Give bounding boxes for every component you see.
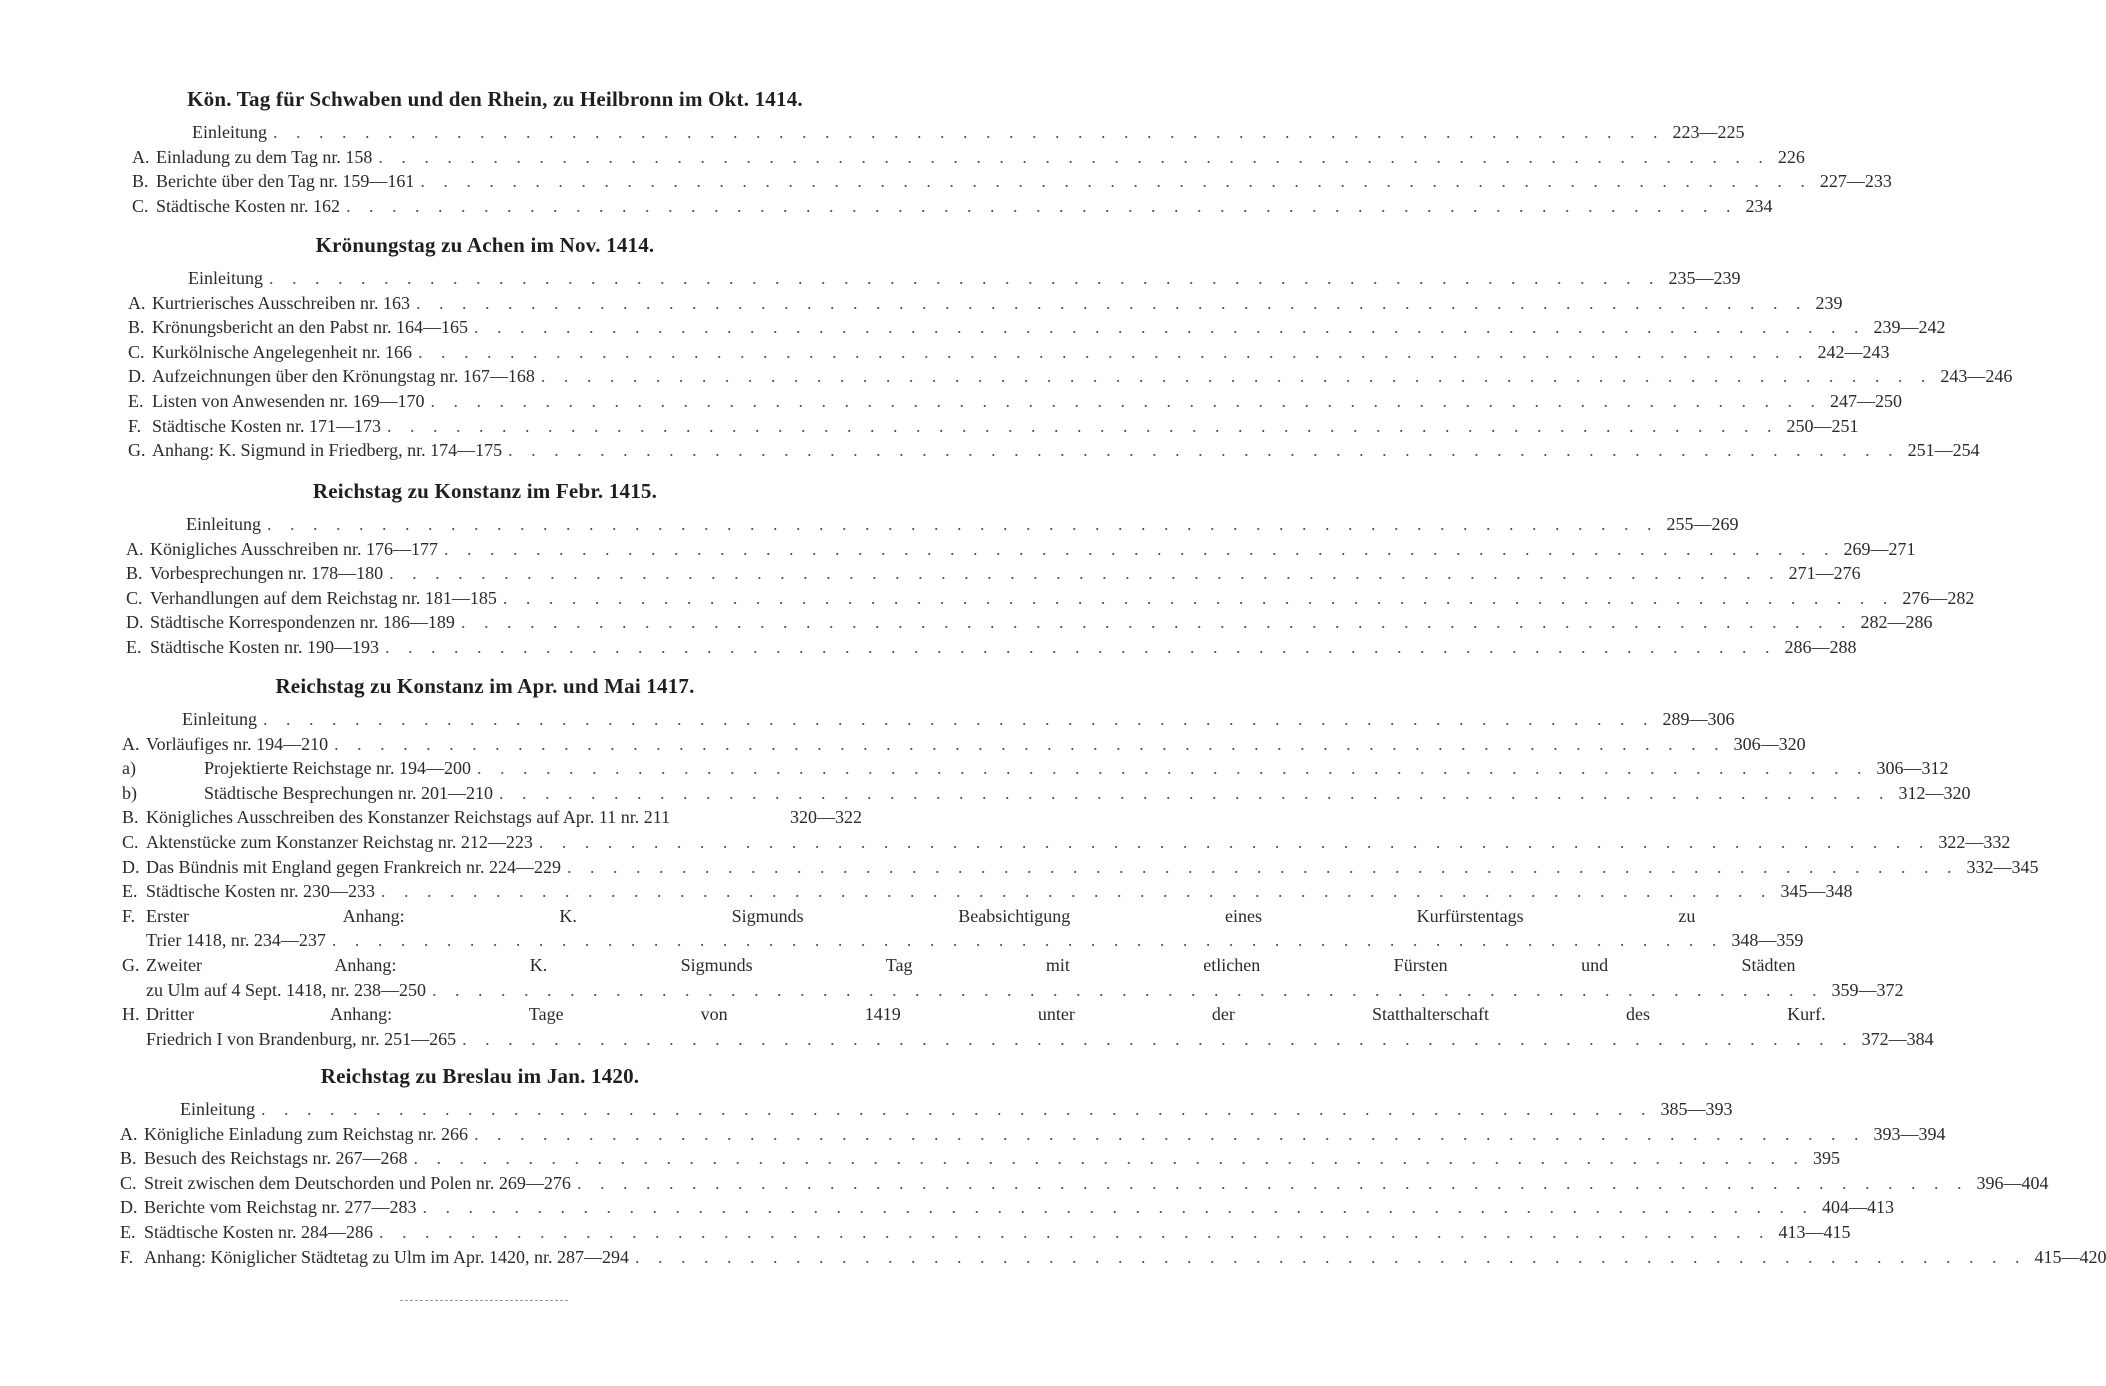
entry-letter: E. [120,1221,136,1242]
toc-entry [128,364,2013,389]
entry-text: zu Ulm auf 4 Sept. 1418, nr. 238—250 [146,979,426,1000]
toc-entry [128,389,1902,414]
dot-leader: . . . . . . . . . . . . . . . . . . . . . . . . . . . . . . . . . . . . . . . . . . . . . . . . . . . . . . . . . . . . . [508,440,1900,461]
dot-leader: . . . . . . . . . . . . . . . . . . . . . . . . . . . . . . . . . . . . . . . . . . . . . . . . . . . . . . . . . . . . . [386,415,1779,436]
toc-entry [122,1002,1934,1051]
page-range: 239 [1815,292,1843,313]
page-range: 372—384 [1861,1028,1934,1049]
toc-entry [122,732,1806,757]
entry-letter: A. [128,292,146,313]
page-range: 226 [1777,146,1805,167]
page-range: 396—404 [1976,1172,2049,1193]
page-range: 269—271 [1843,538,1916,559]
entry-list [128,266,2013,463]
page-range: 251—254 [1907,440,1980,461]
toc-entry [120,1195,1894,1220]
entry-letter: B. [132,171,149,192]
dot-leader: . . . . . . . . . . . . . . . . . . . . . . . . . . . . . . . . . . . . . . . . . . . . . . . . . . . . . . . . . . . . . [389,563,1781,584]
entry-text: Listen von Anwesenden nr. 169—170 [152,390,425,411]
toc-entry [122,953,1904,1002]
entry-letter: F. [128,415,142,436]
entry-list [120,1097,2106,1269]
entry-letter: C. [122,831,139,852]
entry-list [122,707,2039,1051]
dot-leader: . . . . . . . . . . . . . . . . . . . . . . . . . . . . . . . . . . . . . . . . . . . . . . . . . . . . . . . . . . . . . [345,195,1738,216]
section-title: Reichstag zu Konstanz im Apr. und Mai 1417. [275,674,695,698]
page-range: 312—320 [1898,782,1971,803]
dot-leader: . . . . . . . . . . . . . . . . . . . . . . . . . . . . . . . . . . . . . . . . . . . . . . . . . . . . . . . . . . . . . [538,831,1931,852]
toc-entry [120,1122,1946,1147]
entry-letter: C. [128,341,145,362]
dot-leader: . . . . . . . . . . . . . . . . . . . . . . . . . . . . . . . . . . . . . . . . . . . . . . . . . . . . . . . . . . . . . [430,390,1822,411]
dot-leader: . . . . . . . . . . . . . . . . . . . . . . . . . . . . . . . . . . . . . . . . . . . . . . . . . . . . . . . . . . . . . [576,1172,1969,1193]
entry-letter: B. [126,563,143,584]
page-range: 306—320 [1733,733,1806,754]
entry-text: Aktenstücke zum Konstanzer Reichstag nr. 212—223 [146,831,533,852]
entry-text: Einleitung [188,268,263,288]
entry-letter: D. [120,1197,138,1218]
section-achen [0,232,2013,463]
entry-letter: E. [126,636,142,657]
section-title: Reichstag zu Breslau im Jan. 1420. [320,1064,640,1088]
entry-text: Einleitung [186,514,261,534]
page-range: 289—306 [1662,709,1735,729]
entry-letter: b) [122,782,137,803]
entry-text: Berichte vom Reichstag nr. 277—283 [144,1197,417,1218]
toc-entry [120,1097,1733,1122]
toc-entry [128,291,1843,316]
toc-entry [120,1245,2106,1270]
entry-text: Vorläufiges nr. 194—210 [146,733,329,754]
entry-text: Kurtrierisches Ausschreiben nr. 163 [152,292,410,313]
entry-text: Königliche Einladung zum Reichstag nr. 266 [144,1123,468,1144]
toc-entry [132,120,1745,145]
page-range: 255—269 [1666,514,1739,534]
entry-text: Königliches Ausschreiben nr. 176—177 [150,538,438,559]
entry-text: Projektierte Reichstage nr. 194—200 [204,758,471,779]
toc-entry [126,537,1916,562]
section-konstanz-1415 [0,478,1975,660]
page-range: 271—276 [1788,563,1861,584]
entry-text: Städtische Kosten nr. 171—173 [152,415,381,436]
toc-entry [122,879,1853,904]
dot-leader: . . . . . . . . . . . . . . . . . . . . . . . . . . . . . . . . . . . . . . . . . . . . . . . . . . . . . . . . . . . . . [378,1221,1771,1242]
page-range: 276—282 [1902,587,1975,608]
section-title: Reichstag zu Konstanz im Febr. 1415. [312,479,658,503]
entry-letter: A. [126,538,144,559]
entry-letter: G. [128,440,146,461]
entry-text: Städtische Korrespondenzen nr. 186—189 [150,612,455,633]
entry-text-line: Erster Anhang: K. Sigmunds Beabsichtigung eines Kurfürstentags zu [146,905,1696,926]
page-range: 320—322 [790,807,862,828]
dot-leader: . . . . . . . . . . . . . . . . . . . . . . . . . . . . . . . . . . . . . . . . . . . . . . . . . . . . . . . . . . . . . [476,758,1869,779]
page-range: 359—372 [1831,979,1904,1000]
entry-text: Das Bündnis mit England gegen Frankreich nr. 224—229 [146,856,561,877]
entry-letter: F. [122,905,136,926]
dot-leader: . . . . . . . . . . . . . . . . . . . . . . . . . . . . . . . . . . . . . . . . . . . . . . . . . . . . . . . . . . . . . [502,587,1895,608]
entry-letter: a) [122,758,136,779]
entry-letter: E. [128,390,144,411]
dot-leader: . . . . . . . . . . . . . . . . . . . . . . . . . . . . . . . . . . . . . . . . . . . . . . . . . . . . . . . . . . . . . [269,268,1661,288]
entry-text-line: Zweiter Anhang: K. Sigmunds Tag mit etlichen Fürsten und Städten [146,954,1796,975]
page-range: 332—345 [1966,856,2039,877]
dot-leader: . . . . . . . . . . . . . . . . . . . . . . . . . . . . . . . . . . . . . . . . . . . . . . . . . . . . . . . . . . . . . [460,612,1853,633]
dot-leader: . . . . . . . . . . . . . . . . . . . . . . . . . . . . . . . . . . . . . . . . . . . . . . . . . . . . . . . . . . . . . [413,1148,1805,1169]
entry-text: Besuch des Reichstags nr. 267—268 [144,1148,408,1169]
toc-entry [122,756,1949,781]
entry-letter: D. [122,856,140,877]
page-range: 227—233 [1819,171,1892,192]
page-range: 345—348 [1780,881,1853,902]
dot-leader: . . . . . . . . . . . . . . . . . . . . . . . . . . . . . . . . . . . . . . . . . . . . . . . . . . . . . . . . . . . . . [422,1197,1814,1218]
section-title: Kön. Tag für Schwaben und den Rhein, zu Heilbronn im Okt. 1414. [187,87,803,111]
entry-text: Einleitung [182,709,257,729]
page-range: 234 [1745,195,1773,216]
page-range: 286—288 [1784,636,1857,657]
page-range: 395 [1812,1148,1840,1169]
dot-leader: . . . . . . . . . . . . . . . . . . . . . . . . . . . . . . . . . . . . . . . . . . . . . . . . . . . . . . . . . . . . . [417,341,1810,362]
dot-leader: . . . . . . . . . . . . . . . . . . . . . . . . . . . . . . . . . . . . . . . . . . . . . . . . . . . . . . . . . . . . . [273,122,1665,142]
toc-entry [122,805,862,830]
dot-leader: . . . . . . . . . . . . . . . . . . . . . . . . . . . . . . . . . . . . . . . . . . . . . . . . . . . . . . . . . . . . . [415,292,1808,313]
toc-entry [122,904,1804,953]
entry-text: Aufzeichnungen über den Krönungstag nr. 167—168 [152,366,535,387]
section-konstanz-1417 [0,673,2039,1051]
entry-letter: A. [132,146,150,167]
entry-list [126,512,1975,660]
dot-leader: . . . . . . . . . . . . . . . . . . . . . . . . . . . . . . . . . . . . . . . . . . . . . . . . . . . . . . . . . . . . . [540,366,1933,387]
entry-list [132,120,1892,218]
toc-entry [120,1171,2049,1196]
entry-text: Königliches Ausschreiben des Konstanzer Reichstags auf Apr. 11 nr. 211 [146,807,671,828]
entry-text: Kurkölnische Angelegenheit nr. 166 [152,341,412,362]
toc-entry [120,1146,1840,1171]
entry-letter: B. [128,317,145,338]
dot-leader: . . . . . . . . . . . . . . . . . . . . . . . . . . . . . . . . . . . . . . . . . . . . . . . . . . . . . . . . . . . . . [443,538,1836,559]
page-range: 247—250 [1829,390,1902,411]
page-range: 306—312 [1876,758,1949,779]
page-range: 415—420 [2034,1246,2106,1267]
entry-text: Krönungsbericht an den Pabst nr. 164—165 [152,317,468,338]
entry-text: Städtische Besprechungen nr. 201—210 [204,782,493,803]
toc-entry [122,855,2039,880]
toc-entry [128,315,1946,340]
entry-text-line: Dritter Anhang: Tage von 1419 unter der Statthalterschaft des Kurf. [146,1004,1826,1025]
entry-text: Städtische Kosten nr. 162 [156,195,340,216]
entry-text: Friedrich I von Brandenburg, nr. 251—265 [146,1028,457,1049]
toc-entry [122,830,2011,855]
dot-leader: . . . . . . . . . . . . . . . . . . . . . . . . . . . . . . . . . . . . . . . . . . . . . . . . . . . . . . . . . . . . . [267,514,1659,534]
page-range: 404—413 [1821,1197,1894,1218]
page-range: 223—225 [1672,122,1745,142]
entry-text: Städtische Kosten nr. 230—233 [146,881,375,902]
dot-leader: . . . . . . . . . . . . . . . . . . . . . . . . . . . . . . . . . . . . . . . . . . . . . . . . . . . . . . . . . . . . . [261,1099,1653,1119]
entry-letter: B. [122,807,139,828]
entry-text: Trier 1418, nr. 234—237 [146,930,326,951]
dot-leader: . . . . . . . . . . . . . . . . . . . . . . . . . . . . . . . . . . . . . . . . . . . . . . . . . . . . . . . . . . . . . [378,146,1770,167]
section-title: Krönungstag zu Achen im Nov. 1414. [315,233,655,257]
entry-text: Streit zwischen dem Deutschorden und Polen nr. 269—276 [144,1172,571,1193]
dot-leader: . . . . . . . . . . . . . . . . . . . . . . . . . . . . . . . . . . . . . . . . . . . . . . . . . . . . . . . . . . . . . [498,782,1891,803]
entry-letter: H. [122,1004,140,1025]
toc-entry [126,610,1933,635]
toc-entry [132,169,1892,194]
toc-entry [128,414,1859,439]
dot-leader: . . . . . . . . . . . . . . . . . . . . . . . . . . . . . . . . . . . . . . . . . . . . . . . . . . . . . . . . . . . . . [473,317,1866,338]
toc-entry [126,586,1975,611]
toc-entry [128,438,1980,463]
page-range: 242—243 [1817,341,1890,362]
entry-text: Städtische Kosten nr. 190—193 [150,636,379,657]
dot-leader: . . . . . . . . . . . . . . . . . . . . . . . . . . . . . . . . . . . . . . . . . . . . . . . . . . . . . . . . . . . . . [431,979,1824,1000]
entry-letter: C. [132,195,149,216]
page-range: 282—286 [1860,612,1933,633]
dot-leader: . . . . . . . . . . . . . . . . . . . . . . . . . . . . . . . . . . . . . . . . . . . . . . . . . . . . . . . . . . . . . [566,856,1959,877]
entry-text: Verhandlungen auf dem Reichstag nr. 181—185 [150,587,497,608]
section-heilbronn [0,86,1892,218]
entry-text: Einleitung [192,122,267,142]
end-rule [400,1300,568,1301]
page-range: 239—242 [1873,317,1946,338]
entry-letter: C. [120,1172,137,1193]
dot-leader: . . . . . . . . . . . . . . . . . . . . . . . . . . . . . . . . . . . . . . . . . . . . . . . . . . . . . . . . . . . . . [263,709,1655,729]
entry-letter: A. [120,1123,138,1144]
entry-letter: B. [120,1148,137,1169]
entry-text: Städtische Kosten nr. 284—286 [144,1221,373,1242]
entry-letter: C. [126,587,143,608]
toc-entry [128,266,1741,291]
toc-entry [122,781,1971,806]
dot-leader: . . . . . . . . . . . . . . . . . . . . . . . . . . . . . . . . . . . . . . . . . . . . . . . . . . . . . . . . . . . . . [462,1028,1854,1049]
dot-leader: . . . . . . . . . . . . . . . . . . . . . . . . . . . . . . . . . . . . . . . . . . . . . . . . . . . . . . . . . . . . . [384,636,1777,657]
dot-leader: . . . . . . . . . . . . . . . . . . . . . . . . . . . . . . . . . . . . . . . . . . . . . . . . . . . . . . . . . . . . . [331,930,1724,951]
toc-entry [120,1220,1851,1245]
dot-leader: . . . . . . . . . . . . . . . . . . . . . . . . . . . . . . . . . . . . . . . . . . . . . . . . . . . . . . . . . . . . . [334,733,1726,754]
entry-text: Einladung zu dem Tag nr. 158 [156,146,373,167]
dot-leader: . . . . . . . . . . . . . . . . . . . . . . . . . . . . . . . . . . . . . . . . . . . . . . . . . . . . . . . . . . . . . [634,1246,2027,1267]
toc-entry [128,340,1890,365]
page-range: 235—239 [1668,268,1741,288]
page-range: 348—359 [1731,930,1804,951]
dot-leader: . . . . . . . . . . . . . . . . . . . . . . . . . . . . . . . . . . . . . . . . . . . . . . . . . . . . . . . . . . . . . [473,1123,1866,1144]
toc-entry [126,512,1739,537]
page-range: 413—415 [1778,1221,1851,1242]
entry-text: Vorbesprechungen nr. 178—180 [150,563,384,584]
dot-leader: . . . . . . . . . . . . . . . . . . . . . . . . . . . . . . . . . . . . . . . . . . . . . . . . . . . . . . . . . . . . . [380,881,1773,902]
page-range: 385—393 [1660,1099,1733,1119]
page-range: 243—246 [1940,366,2013,387]
toc-entry [126,561,1861,586]
entry-text: Anhang: K. Sigmund in Friedberg, nr. 174—175 [152,440,503,461]
page-range: 322—332 [1938,831,2011,852]
dot-leader: . . . . . . . . . . . . . . . . . . . . . . . . . . . . . . . . . . . . . . . . . . . . . . . . . . . . . . . . . . . . . [420,171,1812,192]
entry-letter: G. [122,954,140,975]
entry-text: Einleitung [180,1099,255,1119]
entry-letter: E. [122,881,138,902]
toc-entry [132,194,1773,219]
page-range: 393—394 [1873,1123,1946,1144]
entry-letter: D. [128,366,146,387]
entry-letter: A. [122,733,140,754]
entry-letter: D. [126,612,144,633]
page-range: 250—251 [1786,415,1859,436]
toc-entry [132,145,1805,170]
entry-letter: F. [120,1246,134,1267]
entry-text: Anhang: Königlicher Städtetag zu Ulm im Apr. 1420, nr. 287—294 [144,1246,629,1267]
entry-text: Berichte über den Tag nr. 159—161 [156,171,415,192]
toc-entry [126,635,1857,660]
section-breslau [0,1063,2106,1269]
toc-entry [122,707,1735,732]
